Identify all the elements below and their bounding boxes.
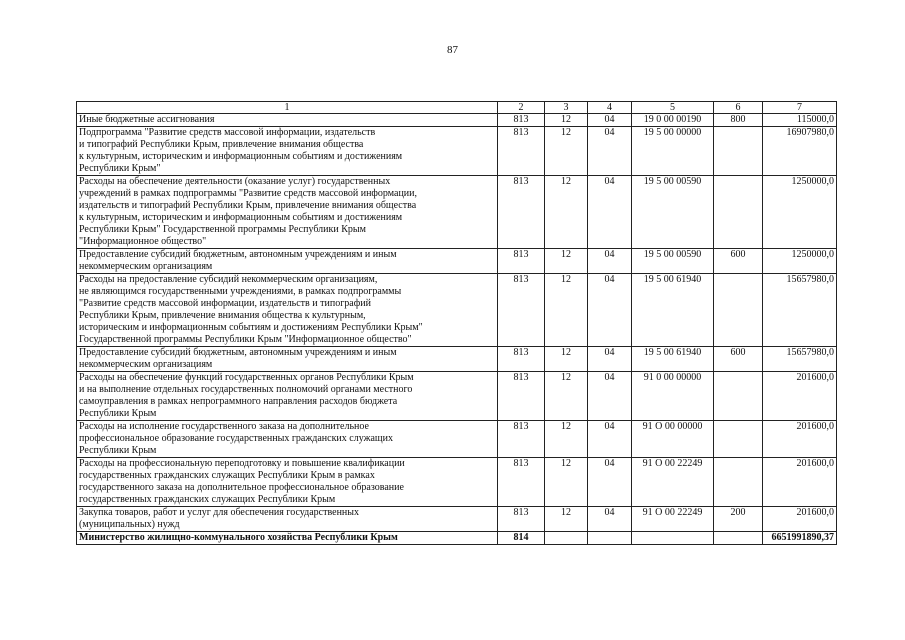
col-header-6: 6: [714, 102, 763, 114]
col-header-5: 5: [632, 102, 714, 114]
cell-pr: 04: [588, 176, 632, 249]
cell-rz: 12: [545, 274, 588, 347]
table-row: [77, 421, 837, 458]
cell-name: Закупка товаров, работ и услуг для обеспечения государственных (муниципальных) нужд: [77, 507, 498, 532]
budget-table: [76, 101, 837, 545]
cell-csr: 19 5 00 00590: [632, 249, 714, 274]
cell-pr: 04: [588, 458, 632, 507]
cell-sum: 16907980,0: [763, 127, 837, 176]
cell-rz: 12: [545, 421, 588, 458]
table-row: [77, 176, 837, 249]
cell-csr: [632, 532, 714, 545]
cell-vr: 200: [714, 507, 763, 532]
cell-sum: 115000,0: [763, 114, 837, 127]
cell-csr: 19 5 00 00000: [632, 127, 714, 176]
cell-csr: 91 0 00 00000: [632, 372, 714, 421]
cell-vr: 600: [714, 347, 763, 372]
cell-vr: 800: [714, 114, 763, 127]
cell-ved: 813: [498, 274, 545, 347]
cell-sum: 201600,0: [763, 458, 837, 507]
cell-name: Предоставление субсидий бюджетным, автономным учреждениям и иным некоммерческим организациям: [77, 249, 498, 274]
cell-csr: 19 5 00 00590: [632, 176, 714, 249]
col-header-4: 4: [588, 102, 632, 114]
cell-name: Министерство жилищно-коммунального хозяйства Республики Крым: [77, 532, 498, 545]
cell-pr: 04: [588, 249, 632, 274]
cell-sum: 201600,0: [763, 372, 837, 421]
cell-ved: 813: [498, 176, 545, 249]
cell-csr: 91 О 00 00000: [632, 421, 714, 458]
cell-rz: 12: [545, 127, 588, 176]
cell-ved: 814: [498, 532, 545, 545]
cell-ved: 813: [498, 421, 545, 458]
cell-vr: [714, 421, 763, 458]
cell-sum: 201600,0: [763, 507, 837, 532]
cell-pr: 04: [588, 114, 632, 127]
column-number-row: [77, 102, 837, 114]
table-row: [77, 114, 837, 127]
cell-rz: [545, 532, 588, 545]
cell-pr: 04: [588, 421, 632, 458]
col-header-1: 1: [77, 102, 498, 114]
cell-vr: [714, 458, 763, 507]
cell-rz: 12: [545, 249, 588, 274]
cell-name: Расходы на обеспечение функций государственных органов Республики Крым и на выполнение отдельных государственных полномочий органами местного самоуправления в рамках непрограммного направления расходов бюджета Республики Крым: [77, 372, 498, 421]
cell-rz: 12: [545, 347, 588, 372]
table-row: [77, 507, 837, 532]
table-row: [77, 372, 837, 421]
cell-sum: 1250000,0: [763, 176, 837, 249]
table-row: [77, 458, 837, 507]
cell-pr: 04: [588, 372, 632, 421]
cell-ved: 813: [498, 127, 545, 176]
cell-pr: [588, 532, 632, 545]
cell-vr: [714, 372, 763, 421]
cell-ved: 813: [498, 347, 545, 372]
cell-csr: 19 5 00 61940: [632, 347, 714, 372]
cell-name: Расходы на профессиональную переподготовку и повышение квалификации государственных гражданских служащих Республики Крым в рамках государственного заказа на дополнительное профессиональное образование государственных гражданских служащих Республики Крым: [77, 458, 498, 507]
table-row: [77, 249, 837, 274]
cell-ved: 813: [498, 372, 545, 421]
col-header-7: 7: [763, 102, 837, 114]
cell-sum: 15657980,0: [763, 347, 837, 372]
col-header-3: 3: [545, 102, 588, 114]
table-row: [77, 127, 837, 176]
cell-pr: 04: [588, 127, 632, 176]
table-body: [77, 114, 837, 545]
cell-sum: 1250000,0: [763, 249, 837, 274]
cell-ved: 813: [498, 249, 545, 274]
cell-csr: 19 5 00 61940: [632, 274, 714, 347]
cell-sum: 15657980,0: [763, 274, 837, 347]
cell-sum: 201600,0: [763, 421, 837, 458]
cell-name: Подпрограмма "Развитие средств массовой информации, издательств и типографий Республики Крым, привлечение внимания общества к культурным, историческим и информационным событиям и достижениям Республики Крым": [77, 127, 498, 176]
cell-sum: 6651991890,37: [763, 532, 837, 545]
cell-vr: [714, 274, 763, 347]
cell-rz: 12: [545, 458, 588, 507]
cell-csr: 19 0 00 00190: [632, 114, 714, 127]
cell-csr: 91 О 00 22249: [632, 507, 714, 532]
total-row: [77, 532, 837, 545]
cell-csr: 91 О 00 22249: [632, 458, 714, 507]
cell-ved: 813: [498, 458, 545, 507]
cell-name: Расходы на предоставление субсидий некоммерческим организациям, не являющимся государственными учреждениями, в рамках подпрограммы "Развитие средств массовой информации, издательств и типографий Республики Крым, привлечение внимания общества к культурным, историческим и информационным событиям и достижениям Республики Крым" Государственной программы Республики Крым "Информационное общество": [77, 274, 498, 347]
cell-rz: 12: [545, 114, 588, 127]
cell-pr: 04: [588, 507, 632, 532]
table-row: [77, 274, 837, 347]
cell-ved: 813: [498, 114, 545, 127]
table-row: [77, 347, 837, 372]
cell-vr: [714, 532, 763, 545]
cell-name: Предоставление субсидий бюджетным, автономным учреждениям и иным некоммерческим организациям: [77, 347, 498, 372]
cell-vr: [714, 176, 763, 249]
cell-name: Расходы на обеспечение деятельности (оказание услуг) государственных учреждений в рамках подпрограммы "Развитие средств массовой информации, издательств и типографий Республики Крым, привлечение внимания общества к культурным, историческим и информационным событиям и достижениям Республики Крым" Государственной программы Республики Крым "Информационное общество": [77, 176, 498, 249]
cell-name: Иные бюджетные ассигнования: [77, 114, 498, 127]
col-header-2: 2: [498, 102, 545, 114]
cell-rz: 12: [545, 372, 588, 421]
cell-rz: 12: [545, 176, 588, 249]
cell-vr: 600: [714, 249, 763, 274]
cell-rz: 12: [545, 507, 588, 532]
cell-pr: 04: [588, 347, 632, 372]
cell-ved: 813: [498, 507, 545, 532]
cell-pr: 04: [588, 274, 632, 347]
cell-name: Расходы на исполнение государственного заказа на дополнительное профессиональное образование государственных гражданских служащих Республики Крым: [77, 421, 498, 458]
page-number: 87: [447, 44, 458, 56]
cell-vr: [714, 127, 763, 176]
